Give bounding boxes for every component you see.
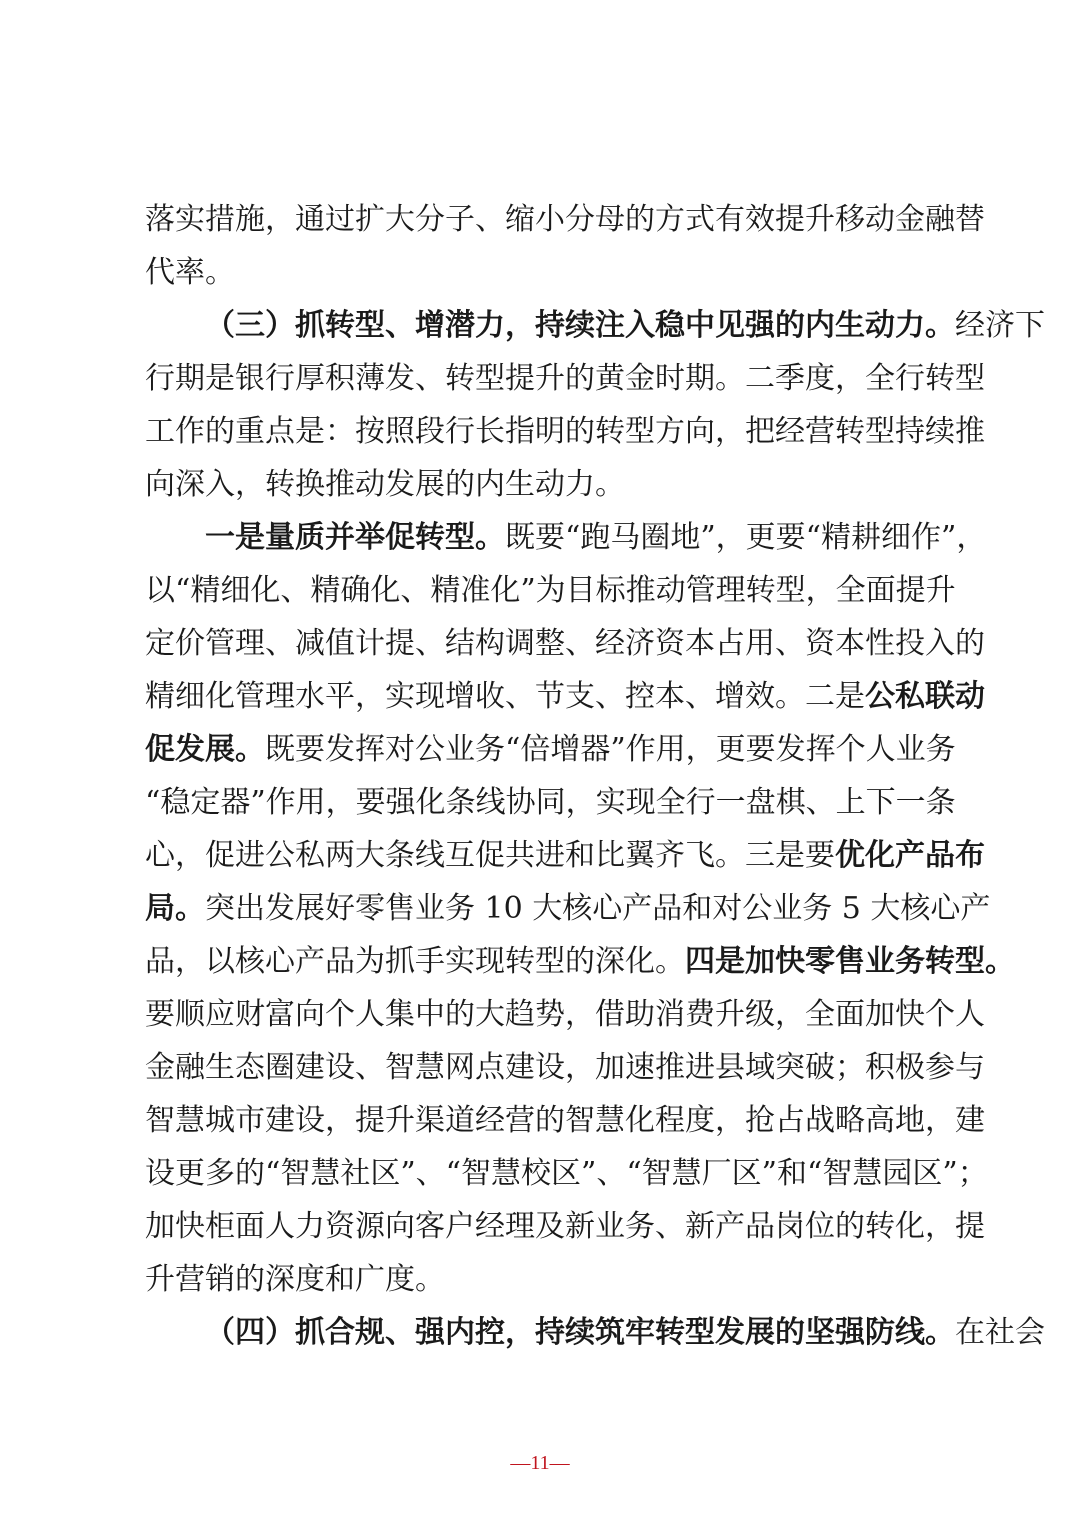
text-line: 工作的重点是：按照段行长指明的转型方向，把经营转型持续推 [145,414,985,449]
section-heading: （四）抓合规、强内控，持续筑牢转型发展的坚强防线。 [205,1315,955,1350]
text-line: 智慧城市建设，提升渠道经营的智慧化程度，抢占战略高地，建 [145,1103,985,1138]
page-number: —11— [510,1452,570,1474]
text-line: 设更多的“智慧社区”、“智慧校区”、“智慧厂区”和“智慧园区”； [145,1156,988,1191]
text-line: 局。突出发展好零售业务 10 大核心产品和对公业务 5 大核心产 [145,891,991,926]
text-line: 以“精细化、精确化、精准化”为目标推动管理转型，全面提升 [145,573,956,608]
text-line: 代率。 [145,255,235,290]
text-line: 一是量质并举促转型。既要“跑马圈地”，更要“精耕细作”， [205,520,987,555]
text-line: 加快柜面人力资源向客户经理及新业务、新产品岗位的转化，提 [145,1209,985,1244]
text-line: 定价管理、减值计提、结构调整、经济资本占用、资本性投入的 [145,626,985,661]
text-line: 落实措施，通过扩大分子、缩小分母的方式有效提升移动金融替 [145,202,985,237]
text-line: 行期是银行厚积薄发、转型提升的黄金时期。二季度，全行转型 [145,361,985,396]
section-heading-line: （三）抓转型、增潜力，持续注入稳中见强的内生动力。经济下 [205,308,1045,343]
text-line: 精细化管理水平，实现增收、节支、控本、增效。二是公私联动 [145,679,985,714]
section-heading-line: （四）抓合规、强内控，持续筑牢转型发展的坚强防线。在社会 [205,1315,1045,1350]
text-line: 心，促进公私两大条线互促共进和比翼齐飞。三是要优化产品布 [145,838,985,873]
document-body [145,193,1045,1359]
text-line: 金融生态圈建设、智慧网点建设，加速推进县域突破；积极参与 [145,1050,985,1085]
text-line: “稳定器”作用，要强化条线协同，实现全行一盘棋、上下一条 [145,785,956,820]
text-line: 向深入，转换推动发展的内生动力。 [145,467,625,502]
text-line: 促发展。既要发挥对公业务“倍增器”作用，更要发挥个人业务 [145,732,956,767]
text-line: 升营销的深度和广度。 [145,1262,445,1297]
text-line: 品，以核心产品为抓手实现转型的深化。四是加快零售业务转型。 [145,944,1015,979]
text-line: 要顺应财富向个人集中的大趋势，借助消费升级，全面加快个人 [145,997,985,1032]
section-heading: （三）抓转型、增潜力，持续注入稳中见强的内生动力。 [205,308,955,343]
